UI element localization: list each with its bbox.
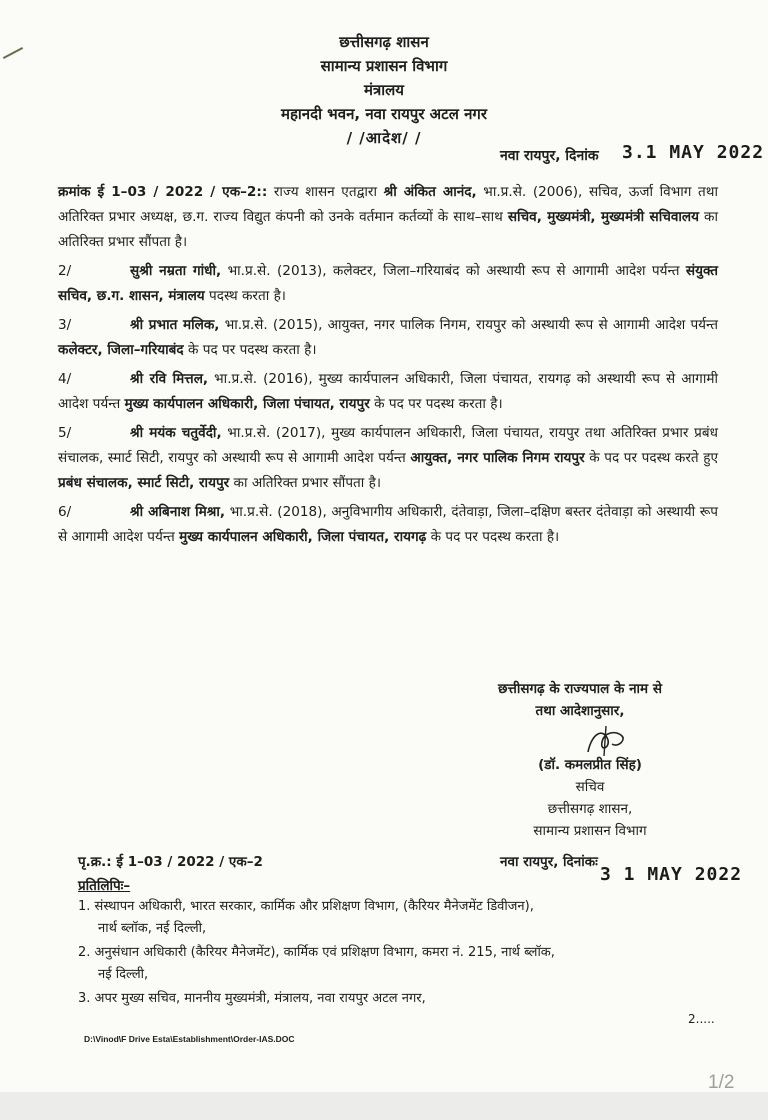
p4-officer-name: श्री रवि मित्तल,	[130, 371, 209, 387]
p5-text-1: भा.प्र.से. (2017), मुख्य कार्यपालन अधिकारी, जिला पंचायत, रायपुर तथा अतिरिक्त प्रभार प्रबंध संचालक, स्मार्ट सिटी, रायपुर को अस्थायी रूप से आगामी आदेश पर्यन्त	[58, 425, 719, 466]
file-path: D:\Vinod\F Drive Esta\Establishment\Order-IAS.DOC	[84, 1034, 295, 1044]
signatory-name: (डॉ. कमलप्रीत सिंह)	[538, 757, 642, 773]
p3-text-2: के पद पर पदस्थ करता है।	[183, 342, 317, 358]
authority-line-2: तथा आदेशानुसार,	[535, 703, 625, 719]
p4-text-2: के पद पर पदस्थ करता है।	[369, 396, 503, 412]
p1-text-2: भा.प्र.से. (2006), सचिव, ऊर्जा विभाग तथा अतिरिक्त प्रभार अध्यक्ष, छ.ग. राज्य विद्युत कंपनी को उनके वर्तमान कर्तव्यों के साथ–साथ	[58, 184, 718, 225]
next-page-marker: 2.....	[688, 1012, 715, 1026]
paragraph-2	[58, 259, 718, 309]
p6-post: मुख्य कार्यपालन अधिकारी, जिला पंचायत, रायगढ़	[179, 529, 427, 545]
authority-line-1: छत्तीसगढ़ के राज्यपाल के नाम से	[498, 681, 662, 697]
p4-post: मुख्य कार्यपालन अधिकारी, जिला पंचायत, रायपुर	[124, 396, 370, 412]
paragraph-3	[58, 313, 718, 363]
header-department: सामान्य प्रशासन विभाग	[320, 57, 448, 75]
endorsement-date-stamp: 3 1 MAY 2022	[600, 864, 743, 885]
list-item	[78, 896, 728, 940]
authority-block	[440, 678, 720, 722]
p2-text-1: भा.प्र.से. (2013), कलेक्टर, जिला–गरियाबंद को अस्थायी रूप से आगामी आदेश पर्यन्त	[221, 263, 686, 279]
endorsement-number: पृ.क्र.: ई 1–03 / 2022 / एक–2	[78, 854, 263, 870]
paragraph-6	[58, 500, 718, 550]
paragraph-1	[58, 180, 718, 255]
order-body	[58, 180, 718, 554]
p3-post: कलेक्टर, जिला–गरियाबंद	[58, 342, 184, 358]
cc-item-1: 1. संस्थापन अधिकारी, भारत सरकार, कार्मिक और प्रशिक्षण विभाग, (कैरियर मैनेजमेंट डिवीजन),	[78, 899, 534, 914]
cc-item-2: 2. अनुसंधान अधिकारी (कैरियर मैनेजमेंट), कार्मिक एवं प्रशिक्षण विभाग, कमरा नं. 215, नार्थ ब्लॉक,	[78, 945, 555, 960]
viewer-bottom-bar	[0, 1092, 768, 1120]
list-item	[78, 988, 728, 1010]
copy-to-label: प्रतिलिपिः–	[78, 878, 131, 894]
signatory-title: सचिव	[575, 779, 605, 795]
p6-text-2: के पद पर पदस्थ करता है।	[426, 529, 560, 545]
p3-number: 3/	[58, 317, 72, 333]
date-stamp: 3.1 MAY 2022	[622, 142, 765, 163]
header-ministry: मंत्रालय	[363, 81, 404, 99]
p5-number: 5/	[58, 425, 72, 441]
p2-text-2: पदस्थ करता है।	[204, 288, 286, 304]
p5-text-3: का अतिरिक्त प्रभार सौंपता है।	[229, 475, 382, 491]
p2-officer-name: सुश्री नम्रता गांधी,	[130, 263, 222, 279]
signatory-org-2: सामान्य प्रशासन विभाग	[533, 823, 647, 839]
signatory-block	[500, 754, 680, 842]
paragraph-5	[58, 421, 718, 496]
p1-officer-name: श्री अंकित आनंद,	[383, 184, 477, 200]
p5-post: आयुक्त, नगर पालिक निगम रायपुर	[410, 450, 585, 466]
paragraph-4	[58, 367, 718, 417]
p4-number: 4/	[58, 371, 72, 387]
header-address: महानदी भवन, नवा रायपुर अटल नगर	[280, 105, 488, 123]
page-indicator: 1/2	[708, 1072, 735, 1093]
p6-text-1: भा.प्र.से. (2018), अनुविभागीय अधिकारी, दंतेवाड़ा, जिला–दक्षिण बस्तर दंतेवाड़ा को अस्थायी रूप से आगामी आदेश पर्यन्त	[58, 504, 718, 545]
cc-item-2-cont: नई दिल्ली,	[98, 967, 149, 982]
copy-to-list	[78, 896, 728, 1012]
signatory-org-1: छत्तीसगढ़ शासन,	[547, 801, 633, 817]
cc-item-1-cont: नार्थ ब्लॉक, नई दिल्ली,	[98, 921, 207, 936]
p3-text-1: भा.प्र.से. (2015), आयुक्त, नगर पालिक निगम, रायपुर को अस्थायी रूप से आगामी आदेश पर्यन्त	[219, 317, 718, 333]
cc-item-3: 3. अपर मुख्य सचिव, माननीय मुख्यमंत्री, मंत्रालय, नवा रायपुर अटल नगर,	[78, 991, 426, 1006]
p5-post-additional: प्रबंध संचालक, स्मार्ट सिटी, रायपुर	[58, 475, 230, 491]
p2-number: 2/	[58, 263, 72, 279]
p1-text-3: का अतिरिक्त प्रभार सौंपता है।	[58, 209, 718, 250]
p3-officer-name: श्री प्रभात मलिक,	[130, 317, 220, 333]
p1-post: सचिव, मुख्यमंत्री, मुख्यमंत्री सचिवालय	[507, 209, 700, 225]
header-government: छत्तीसगढ़ शासन	[339, 33, 429, 51]
p6-officer-name: श्री अबिनाश मिश्रा,	[130, 504, 226, 520]
list-item	[78, 942, 728, 986]
p5-officer-name: श्री मयंक चतुर्वेदी,	[130, 425, 222, 441]
p6-number: 6/	[58, 504, 72, 520]
dateline-label: नवा रायपुर, दिनांक	[500, 148, 599, 164]
p4-text-1: भा.प्र.से. (2016), मुख्य कार्यपालन अधिकारी, जिला पंचायत, रायगढ़ को अस्थायी रूप से आगामी आदेश पर्यन्त	[58, 371, 718, 412]
p5-text-2: के पद पर पदस्थ करते हुए	[584, 450, 718, 466]
header-order-title: / /आदेश/ /	[346, 129, 422, 147]
p1-text-1: राज्य शासन एतद्वारा	[267, 184, 384, 200]
p2-post: संयुक्त सचिव, छ.ग. शासन, मंत्रालय	[58, 263, 718, 304]
order-number: क्रमांक ई 1–03 / 2022 / एक–2::	[58, 184, 268, 200]
endorsement-date-label: नवा रायपुर, दिनांकः	[500, 854, 598, 870]
